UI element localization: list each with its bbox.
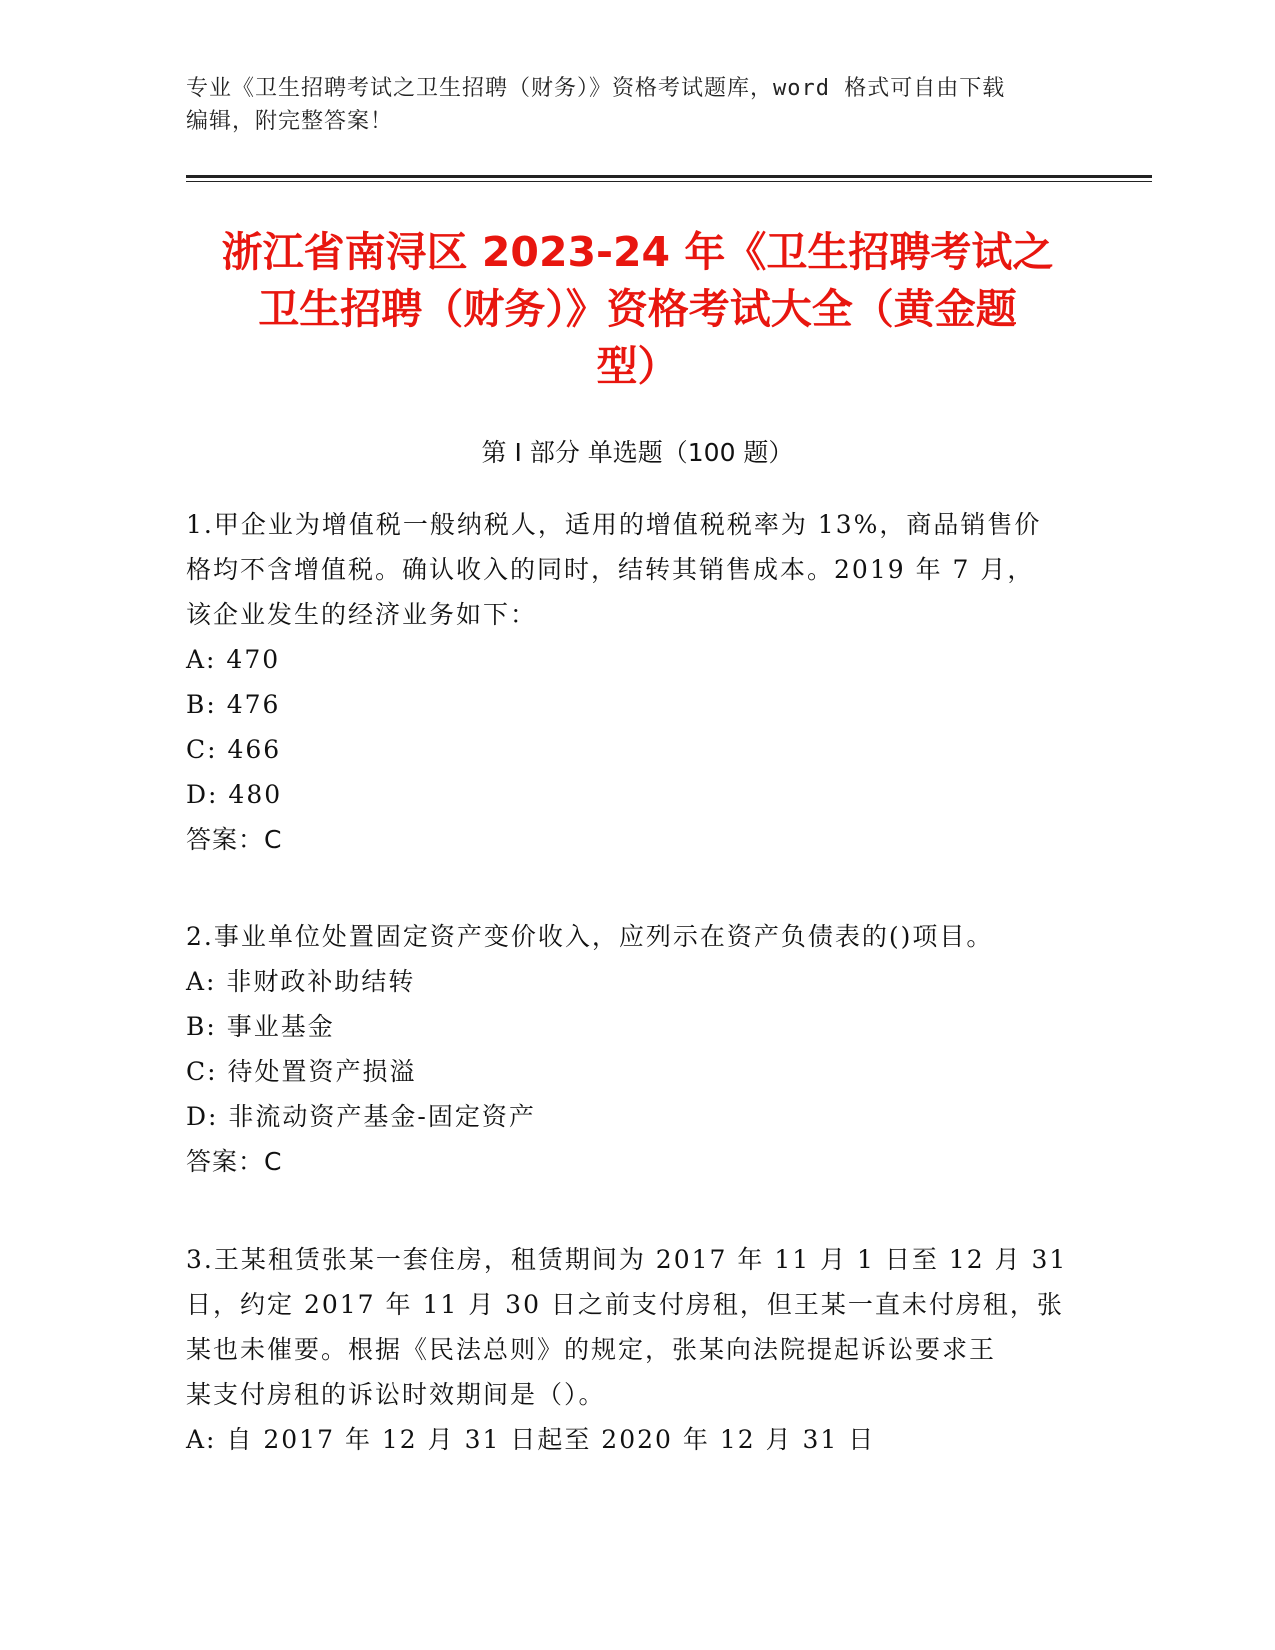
question-stem-line: 2.事业单位处置固定资产变价收入，应列示在资产负债表的()项目。 [186, 922, 994, 951]
title-line-3: 型） [596, 342, 679, 390]
question-2 [186, 914, 1086, 1184]
question-stem-line: 某支付房租的诉讼时效期间是（）。 [186, 1380, 606, 1409]
question-stem-line: 格均不含增值税。确认收入的同时，结转其销售成本。2019 年 7 月， [186, 555, 1035, 584]
header-divider-thick [186, 175, 1152, 178]
title-line-2: 卫生招聘（财务）》资格考试大全（黄金题 [258, 285, 1017, 333]
option-b: B: 476 [186, 690, 281, 719]
answer-label: 答案：C [186, 1147, 283, 1176]
title-line-1: 浙江省南浔区 2023-24 年《卫生招聘考试之 [221, 228, 1054, 276]
question-1 [186, 502, 1086, 862]
question-stem-line: 日，约定 2017 年 11 月 30 日之前支付房租，但王某一直未付房租，张 [186, 1290, 1064, 1319]
document-header-note [186, 72, 1086, 138]
option-b: B: 事业基金 [186, 1012, 335, 1041]
document-title [186, 224, 1089, 395]
section-heading: 第 I 部分 单选题（100 题） [481, 438, 794, 467]
question-stem-line: 1.甲企业为增值税一般纳税人，适用的增值税税率为 13%，商品销售价 [186, 510, 1042, 539]
header-divider-thin [186, 181, 1152, 182]
option-a: A: 470 [186, 645, 281, 674]
option-c: C: 466 [186, 735, 282, 764]
header-note-line-1: 专业《卫生招聘考试之卫生招聘（财务）》资格考试题库，word 格式可自由下载 [186, 76, 1006, 101]
header-note-line-2: 编辑，附完整答案！ [186, 109, 394, 134]
option-c: C: 待处置资产损溢 [186, 1057, 417, 1086]
option-d: D: 非流动资产基金-固定资产 [186, 1102, 536, 1131]
question-stem-line: 该企业发生的经济业务如下： [186, 600, 538, 629]
question-stem-line: 某也未催要。根据《民法总则》的规定，张某向法院提起诉讼要求王 [186, 1335, 997, 1364]
question-stem-line: 3.王某租赁张某一套住房，租赁期间为 2017 年 11 月 1 日至 12 月 31 [186, 1245, 1068, 1274]
option-a: A: 自 2017 年 12 月 31 日起至 2020 年 12 月 31 日 [186, 1425, 876, 1454]
answer-label: 答案：C [186, 825, 283, 854]
question-3 [186, 1237, 1086, 1462]
option-a: A: 非财政补助结转 [186, 967, 416, 996]
option-d: D: 480 [186, 780, 283, 809]
